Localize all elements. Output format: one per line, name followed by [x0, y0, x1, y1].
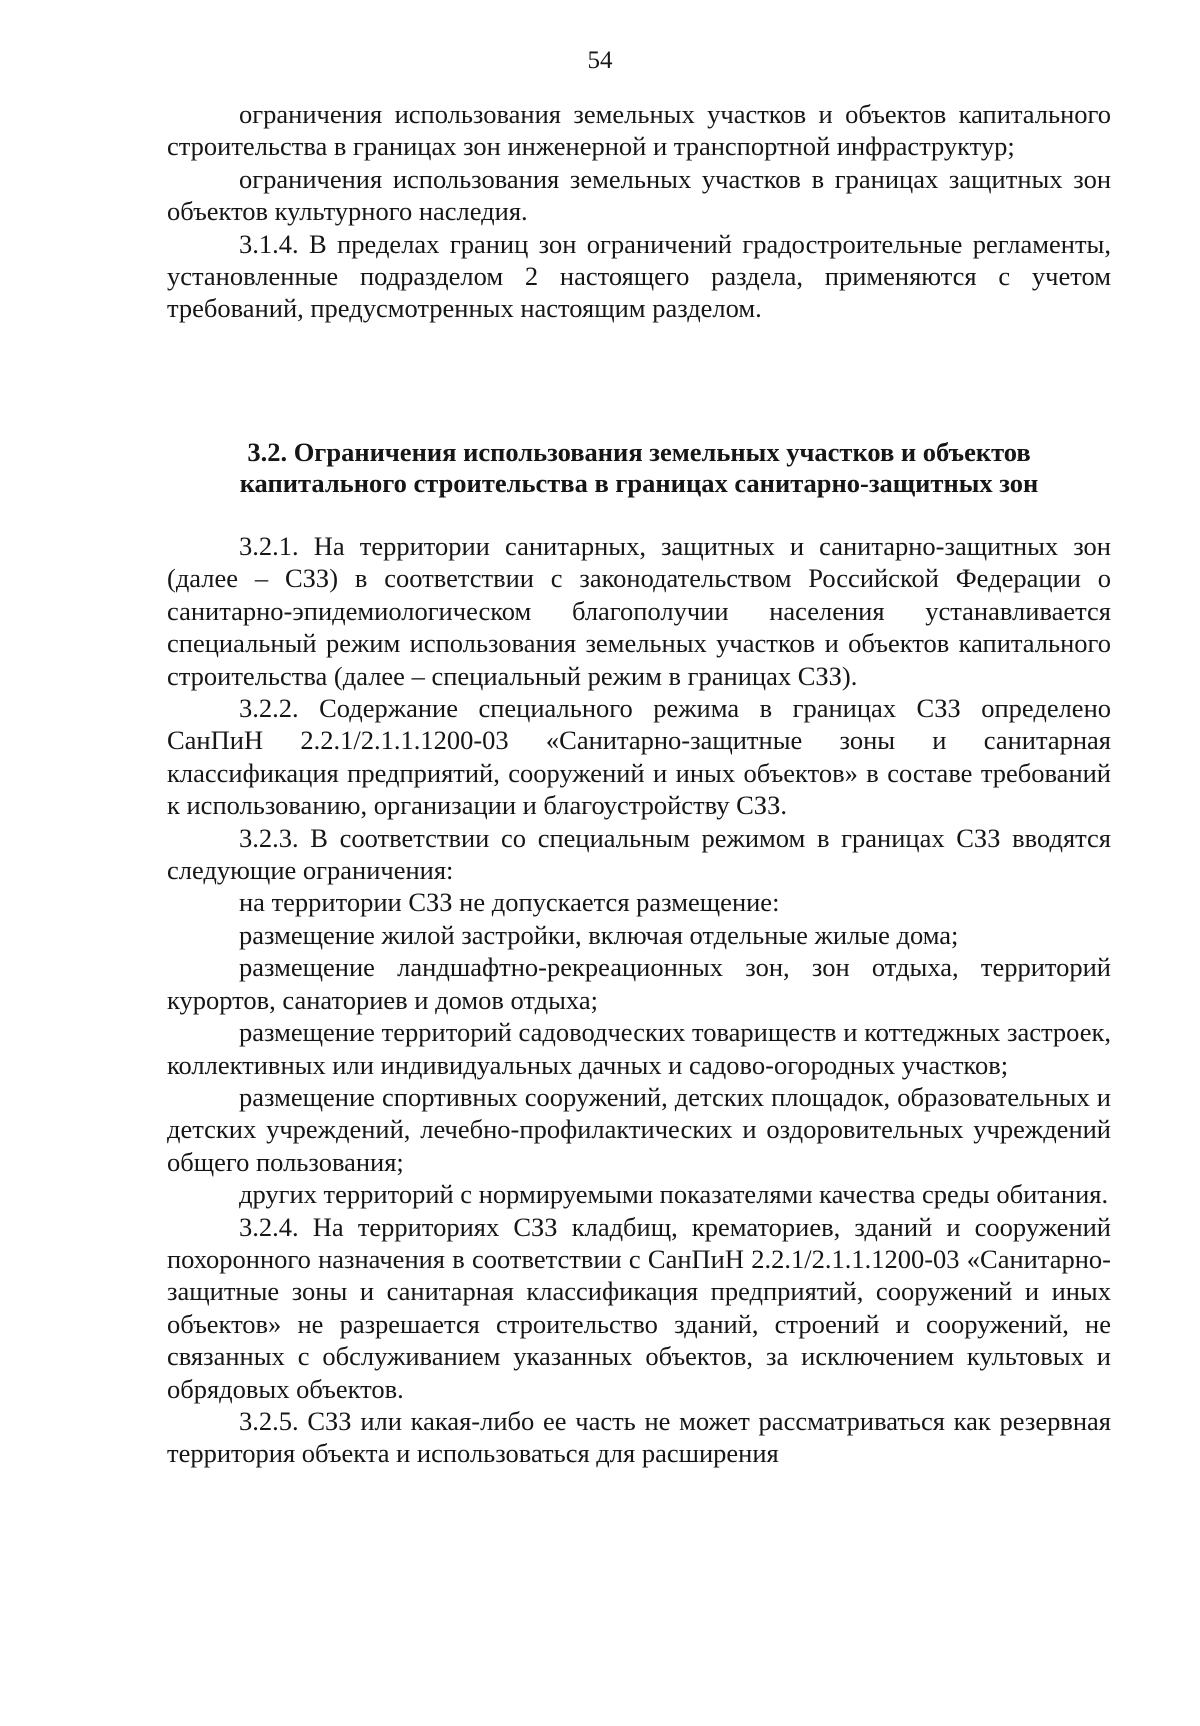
list-item-other-territories: других территорий с нормируемыми показателями качества среды обитания. — [239, 1179, 1109, 1210]
paragraph-3-2-4: 3.2.4. На территориях СЗЗ кладбищ, крематориев, зданий и сооружений похоронного назначения в соответствии с СанПиН 2.2.1/2.1.1.1200-03 «Санитарно-защитные зоны и санитарная классификация предприятий, сооружений и иных объектов» не разрешается строительство зданий, строений и сооружений, не связанных с обслуживанием указанных объектов, за исключением культовых и обрядовых объектов. — [167, 1211, 1111, 1404]
page-number: 54 — [587, 47, 613, 74]
list-item-gardening: размещение территорий садоводческих товариществ и коттеджных застроек, коллективных или индивидуальных дачных и садово-огородных участков; — [167, 1017, 1111, 1080]
list-item-recreation: размещение ландшафтно-рекреационных зон, зон отдыха, территорий курортов, санаториев и домов отдыха; — [167, 952, 1111, 1015]
paragraph-3-2-5: 3.2.5. СЗЗ или какая-либо ее часть не может рассматриваться как резервная территория объекта и использоваться для расширения — [167, 1405, 1111, 1469]
section-heading-line-2: капитального строительства в границах санитарно-защитных зон — [239, 468, 1039, 498]
paragraph-3-1-4: 3.1.4. В пределах границ зон ограничений градостроительные регламенты, установленные подразделом 2 настоящего раздела, применяются с учетом требований, предусмотренных настоящим разделом. — [167, 228, 1111, 324]
paragraph-restrictions-infrastructure: ограничения использования земельных участков и объектов капитального строительства в границах зон инженерной и транспортной инфраструктур; — [167, 99, 1111, 162]
paragraph-restrictions-heritage: ограничения использования земельных участков в границах защитных зон объектов культурного наследия. — [167, 163, 1111, 227]
list-intro: на территории СЗЗ не допускается размещение: — [239, 887, 780, 918]
list-item-residential: размещение жилой застройки, включая отдельные жилые дома; — [239, 919, 959, 950]
paragraph-3-2-2: 3.2.2. Содержание специального режима в границах СЗЗ определено СанПиН 2.2.1/2.1.1.1200-03 «Санитарно-защитные зоны и санитарная классификация предприятий, сооружений и иных объектов» в составе требований к использованию, организации и благоустройству СЗЗ. — [167, 693, 1111, 821]
list-item-sports-education: размещение спортивных сооружений, детских площадок, образовательных и детских учреждений, лечебно-профилактических и оздоровительных учреждений общего пользования; — [167, 1081, 1111, 1177]
paragraph-3-2-3: 3.2.3. В соответствии со специальным режимом в границах СЗЗ вводятся следующие ограничения: — [167, 822, 1111, 886]
intro-text-block — [167, 98, 1111, 325]
section-heading — [167, 437, 1111, 499]
section-body — [167, 530, 1111, 1470]
paragraph-3-2-1: 3.2.1. На территории санитарных, защитных и санитарно-защитных зон (далее – СЗЗ) в соответствии с законодательством Российской Федерации о санитарно-эпидемиологическом благополучии населения устанавливается специальный режим использования земельных участков и объектов капитального строительства (далее – специальный режим в границах СЗЗ). — [167, 531, 1111, 691]
section-heading-line-1: 3.2. Ограничения использования земельных участков и объектов — [247, 437, 1031, 467]
